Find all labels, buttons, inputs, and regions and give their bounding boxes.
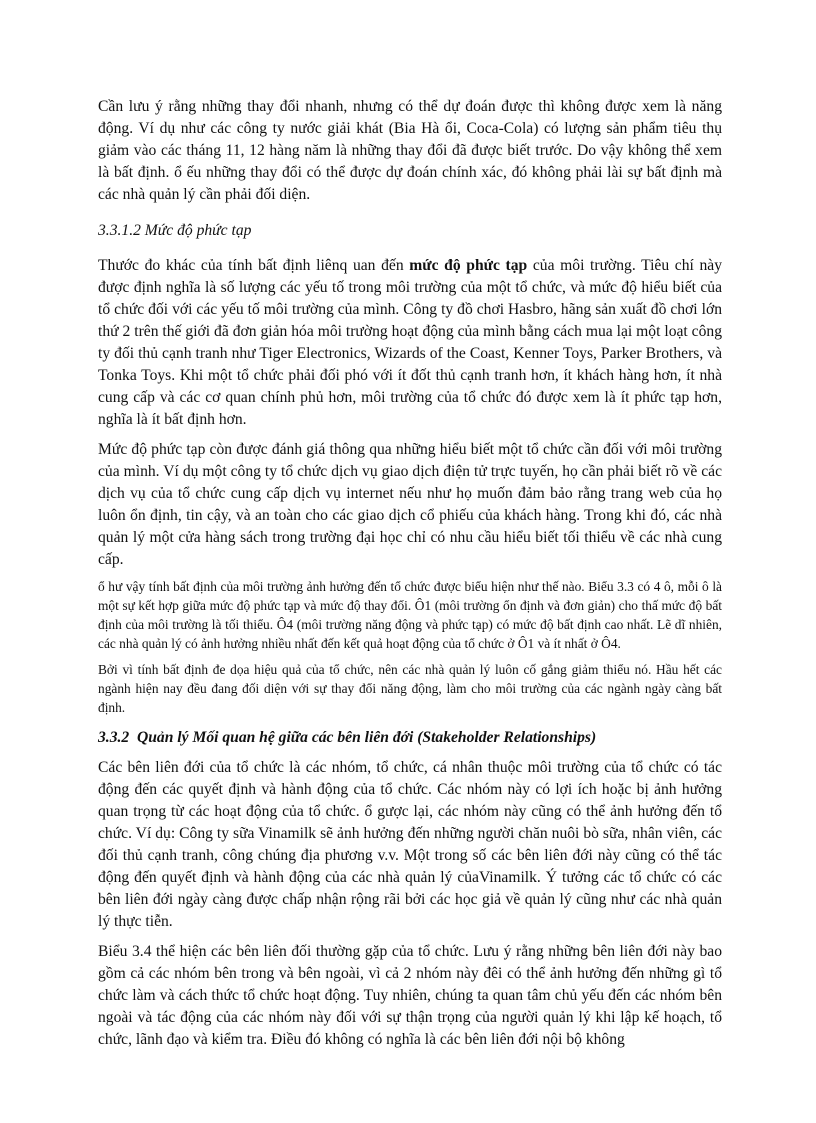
paragraph-dynamic-change: Cần lưu ý rằng những thay đổi nhanh, nhưng có thể dự đoán được thì không được xem là năng động. Ví dụ như các công ty nước giải khát (Bia Hà ổi, Coca-Cola) có lượng sản phẩm tiêu thụ giảm vào các tháng 11, 12 hàng năm là những thay đổi đã được biết trước. Do vậy không thể xem là bất định. ổ ếu những thay đổi có thể được dự đoán chính xác, đó không phải lài sự bất định mà các nhà quản lý cần phải đối diện.	[98, 98, 722, 203]
section-heading-text: Quản lý Mối quan hệ giữa các bên liên đới (Stakeholder Relationships)	[137, 729, 597, 746]
subsection-heading: 3.3.1.2 Mức độ phức tạp	[98, 222, 252, 239]
document-page	[98, 96, 722, 1051]
paragraph-reduce-uncertainty: Bởi vì tính bất định đe dọa hiệu quả của tổ chức, nên các nhà quản lý luôn cố gắng giảm thiểu nó. Hầu hết các ngành hiện nay đều đang đối diện với sự thay đổi năng động, làm cho môi trường của các ngành ngày càng bất định.	[98, 662, 722, 715]
section-heading-number: 3.3.2	[98, 729, 130, 746]
section-heading	[98, 727, 722, 749]
paragraph-complexity-rest: của môi trường. Tiêu chí này được định nghĩa là số lượng các yếu tố trong môi trường của một tổ chức, và mức độ hiểu biết của tổ chức đối với các yếu tố môi trường của mình. Công ty đồ chơi Hasbro, hãng sản xuất đồ chơi lớn thứ 2 trên thế giới đã đơn giản hóa môi trường hoạt động của mình bằng cách mua lại một loạt công ty đối thủ cạnh tranh như Tiger Electronics, Wizards of the Coast, Kenner Toys, Parker Brothers, và Tonka Toys. Khi một tổ chức phải đối phó với ít đốt thủ cạnh tranh hơn, ít khách hàng hơn, ít nhà cung cấp và các cơ quan chính phủ hơn, môi trường của tổ chức đó được xem là ít phức tạp hơn, nghĩa là ít bất định hơn.	[98, 257, 722, 428]
paragraph-complexity-start: Thước đo khác của tính bất định liênq uan đến	[98, 257, 410, 274]
bold-term-complexity: mức độ phức tạp	[409, 257, 528, 274]
paragraph-complexity	[98, 255, 722, 431]
paragraph-uncertainty-matrix: ổ hư vậy tính bất định của môi trường ảnh hưởng đến tổ chức được biểu hiện như thế nào. Biểu 3.3 có 4 ô, mỗi ô là một sự kết hợp giữa mức độ phức tạp và mức độ thay đổi. Ô1 (môi trường ổn định và đơn giản) cho thấ mức độ bất định của môi trường là tối thiểu. Ô4 (môi trường năng động và phức tạp) có mức độ bất định cao nhất. Lẽ dĩ nhiên, các nhà quản lý có ảnh hưởng nhiều nhất đến kết quả hoạt động của tổ chức ở Ô1 và ít nhất ở Ô4.	[98, 579, 722, 651]
paragraph-complexity-knowledge: Mức độ phức tạp còn được đánh giá thông qua những hiểu biết một tổ chức cần đối với môi trường của mình. Ví dụ một công ty tổ chức dịch vụ giao dịch điện tử trực tuyến, họ cần phải biết rõ về các dịch vụ của tổ chức cung cấp dịch vụ internet nếu như họ muốn đảm bảo rằng trang web của họ luôn ổn định, tin cậy, và an toàn cho các giao dịch cổ phiếu của khách hàng. Trong khi đó, các nhà quản lý một cửa hàng sách trong trường đại học chỉ có nhu cầu hiểu biết tối thiểu về các nhà cung cấp.	[98, 441, 722, 568]
paragraph-stakeholders-definition: Các bên liên đới của tổ chức là các nhóm, tổ chức, cá nhân thuộc môi trường của tổ chức có tác động đến các quyết định và hành động của tổ chức. Các nhóm này có lợi ích hoặc bị ảnh hưởng quan trọng từ các hoạt động của tổ chức. ổ gược lại, các nhóm này cũng có thể ảnh hưởng đến tổ chức. Ví dụ: Công ty sữa Vinamilk sẽ ảnh hưởng đến những người chăn nuôi bò sữa, nhân viên, các đối thủ cạnh tranh, công chúng địa phương v.v. Một trong số các bên liên đới này cũng có thể tác động đến quyết định và hành động của các nhà quản lý củaVinamilk. Ý tưởng các tổ chức có các bên liên đới ngày càng được chấp nhận rộng rãi bởi các học giả về quản lý cũng như các nhà quản lý thực tiễn.	[98, 759, 722, 930]
paragraph-stakeholders-chart: Biểu 3.4 thể hiện các bên liên đối thường gặp của tổ chức. Lưu ý rằng những bên liên đới này bao gồm cả các nhóm bên trong và bên ngoài, vì cả 2 nhóm này đêi có thể ảnh hưởng đến những gì tổ chức làm và cách thức tổ chức hoạt động. Tuy nhiên, chúng ta quan tâm chủ yếu đến các nhóm bên ngoài và tác động của các nhóm này đối với sự thận trọng của người quản lý khi lập kế hoạch, tổ chức, lãnh đạo và kiểm tra. Điều đó không có nghĩa là các bên liên đới nội bộ không	[98, 943, 722, 1048]
